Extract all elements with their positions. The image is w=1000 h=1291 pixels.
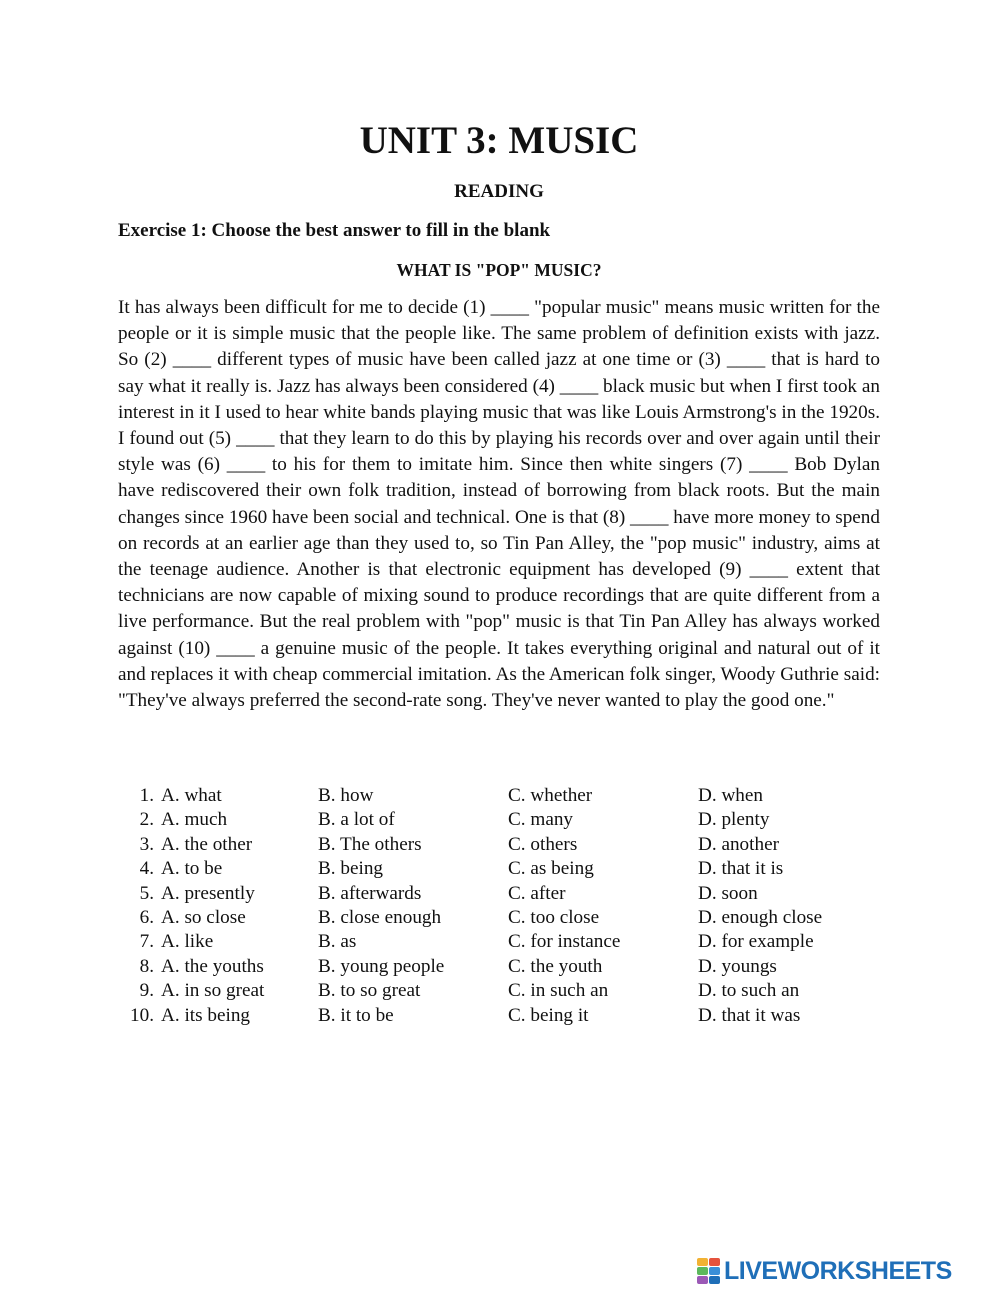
option-b: B. a lot of xyxy=(318,809,395,831)
question-number: 10. xyxy=(130,1004,154,1026)
option-b: B. how xyxy=(318,785,374,806)
option-d: D. for example xyxy=(698,931,814,953)
question-number: 5. xyxy=(139,882,154,904)
option-d: D. another xyxy=(698,833,779,855)
option-d: D. plenty xyxy=(698,809,770,831)
option-b: B. being xyxy=(318,858,384,880)
question-row xyxy=(118,857,880,881)
option-a: A. much xyxy=(161,809,228,831)
question-number: 7. xyxy=(139,931,154,953)
option-d: D. to such an xyxy=(698,980,800,1002)
option-c: C. the youth xyxy=(508,955,603,977)
option-c: C. many xyxy=(508,809,574,831)
option-c: C. others xyxy=(508,833,578,855)
question-number: 8. xyxy=(139,955,154,977)
question-row xyxy=(118,833,880,857)
option-b: B. afterwards xyxy=(318,882,422,904)
question-row xyxy=(118,955,880,979)
option-c: C. in such an xyxy=(508,980,609,1002)
exercise-title: Exercise 1: Choose the best answer to fill in the blank xyxy=(118,220,551,241)
question-number: 6. xyxy=(139,906,154,928)
option-c: C. after xyxy=(508,882,566,904)
option-c: C. being it xyxy=(508,1004,589,1026)
liveworksheets-logo-icon xyxy=(697,1258,721,1284)
option-a: A. the youths xyxy=(161,955,264,977)
option-d: D. that it was xyxy=(698,1004,801,1026)
option-c: C. for instance xyxy=(508,931,621,953)
option-a: A. in so great xyxy=(161,980,265,1002)
option-a: A. what xyxy=(161,785,222,806)
option-b: B. young people xyxy=(318,955,445,977)
question-row xyxy=(118,882,880,906)
option-a: A. so close xyxy=(161,906,246,928)
question-row xyxy=(118,808,880,832)
option-a: A. the other xyxy=(161,833,253,855)
brand-name: LIVEWORKSHEETS xyxy=(724,1256,952,1285)
option-c: C. as being xyxy=(508,858,594,880)
question-row xyxy=(118,979,880,1003)
question-row xyxy=(118,1004,880,1028)
option-b: B. it to be xyxy=(318,1004,394,1026)
unit-title: UNIT 3: MUSIC xyxy=(359,119,639,162)
option-d: D. that it is xyxy=(698,858,784,880)
option-d: D. youngs xyxy=(698,955,777,977)
question-number: 3. xyxy=(139,833,154,855)
option-a: A. presently xyxy=(161,882,255,904)
section-title: READING xyxy=(454,181,544,202)
reading-passage: It has always been difficult for me to decide (1) ____ "popular music" means music written for the people or it is simple music that the people like. The same problem of definition exists with jazz. So (2) ____ different types of music have been called jazz at one time or (3) ____ that is hard to say what it really is. Jazz has always been considered (4) ____ black music but when I first took an interest in it I used to hear white bands playing music that was like Louis Armstrong's in the 1920s. I found out (5) ____ that they learn to do this by playing his records over and over again until their style was (6) ____ to his for them to imitate him. Since then white singers (7) ____ Bob Dylan have rediscovered their own folk tradition, instead of borrowing from black roots. But the main changes since 1960 have been social and technical. One is that (8) ____ have more money to spend on records at an earlier age than they used to, so Tin Pan Alley, the "pop music" industry, aims at the teenage audience. Another is that electronic equipment has developed (9) ____ extent that technicians are now capable of mixing sound to produce recordings that are quite different from a live performance. But the real problem with "pop" music is that Tin Pan Alley has always worked against (10) ____ a genuine music of the people. It takes everything original and natural out of it and replaces it with cheap commercial imitation. As the American folk singer, Woody Guthrie said: "They've always preferred the second-rate song. They've never wanted to play the good one." xyxy=(118,297,880,712)
option-b: B. close enough xyxy=(318,906,442,928)
passage-title: WHAT IS "POP" MUSIC? xyxy=(396,260,602,280)
option-d: D. enough close xyxy=(698,906,823,928)
question-row xyxy=(118,784,880,808)
option-b: B. The others xyxy=(318,833,422,855)
option-b: B. as xyxy=(318,931,357,953)
question-number: 4. xyxy=(139,858,154,880)
option-d: D. soon xyxy=(698,882,758,904)
option-d: D. when xyxy=(698,785,764,806)
question-row xyxy=(118,930,880,954)
answer-options-list xyxy=(118,784,880,1028)
question-row xyxy=(118,906,880,930)
option-c: C. too close xyxy=(508,906,600,928)
option-b: B. to so great xyxy=(318,980,421,1002)
option-a: A. like xyxy=(161,931,214,953)
option-a: A. to be xyxy=(161,858,223,880)
question-number: 9. xyxy=(139,980,154,1002)
footer-brand xyxy=(697,1256,952,1286)
option-c: C. whether xyxy=(508,785,593,806)
option-a: A. its being xyxy=(161,1004,251,1026)
question-number: 2. xyxy=(139,809,154,831)
question-number: 1. xyxy=(139,785,154,806)
